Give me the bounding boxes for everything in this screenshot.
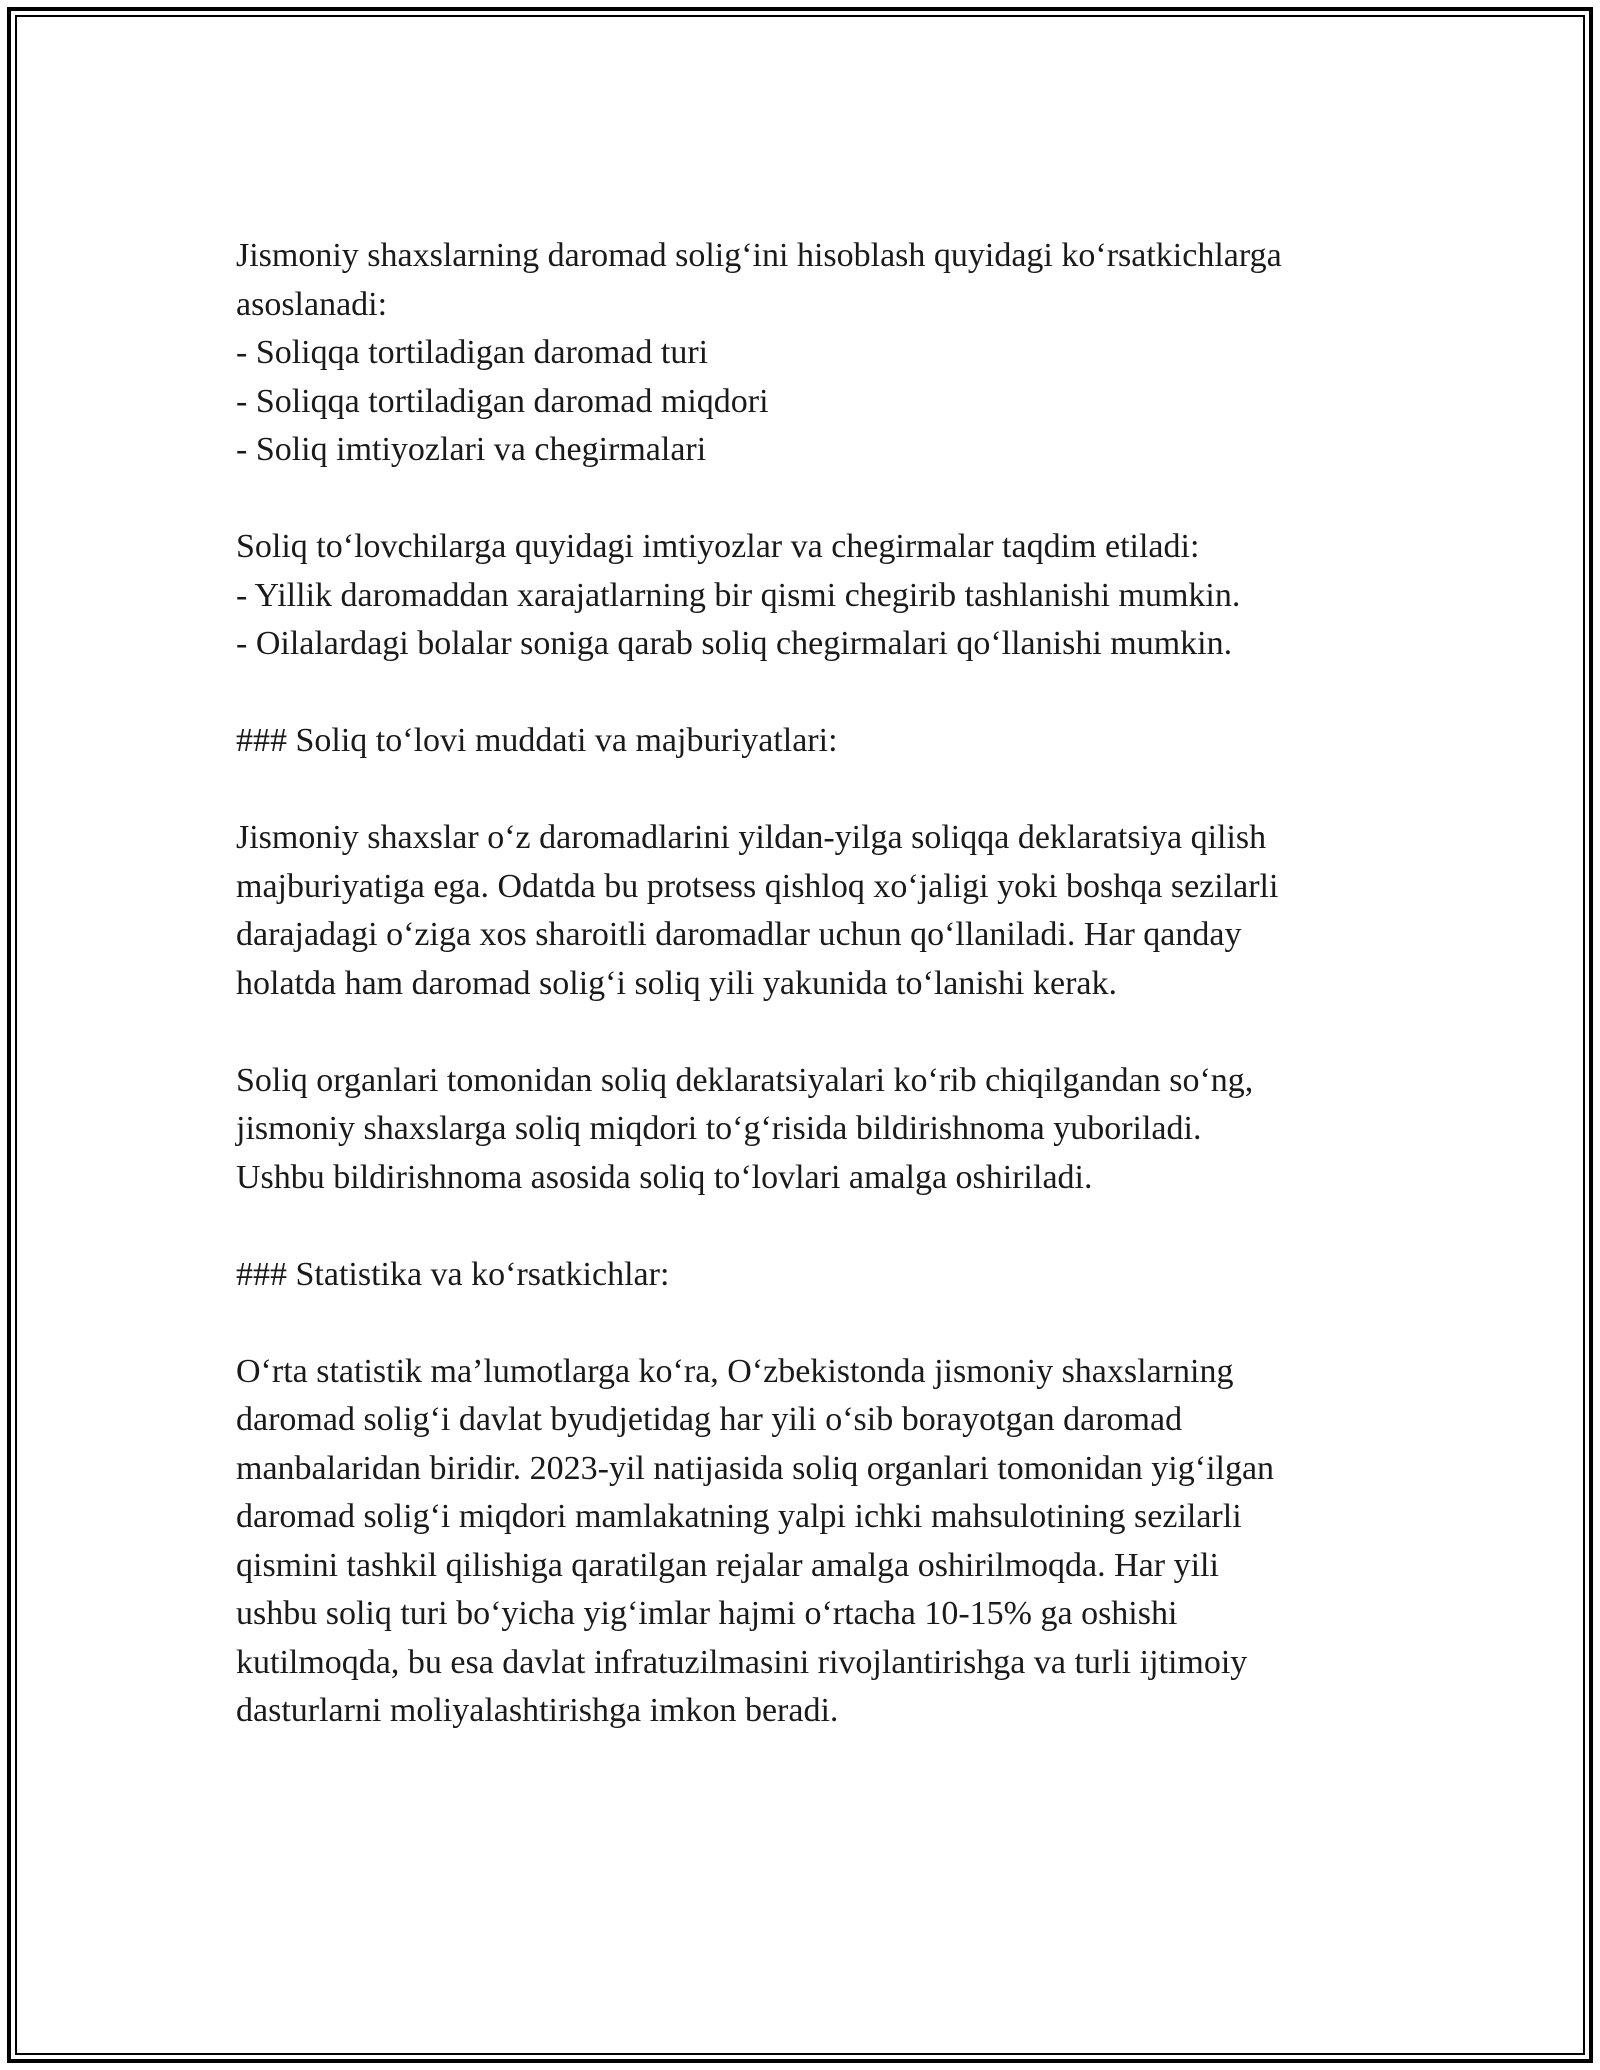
text-line: daromad solig‘i miqdori mamlakatning yalpi ichki mahsulotining sezilarli (236, 1498, 1242, 1535)
blank-line (236, 766, 1376, 815)
text-line: Ushbu bildirishnoma asosida soliq to‘lovlari amalga oshiriladi. (236, 1158, 1093, 1196)
text-line: daromad solig‘i davlat byudjetidag har yili o‘sib borayotgan daromad (236, 1401, 1183, 1438)
text-line: asoslanadi: (236, 285, 388, 323)
text-line: jismoniy shaxslarga soliq miqdori to‘g‘risida bildirishnoma yuboriladi. (236, 1110, 1202, 1147)
text-line: Soliq organlari tomonidan soliq deklaratsiyalari ko‘rib chiqilgandan so‘ng, (236, 1061, 1254, 1099)
text-line: kutilmoqda, bu esa davlat infratuzilmasini rivojlantirishga va turli ijtimoiy (236, 1643, 1248, 1681)
text-line: ushbu soliq turi bo‘yicha yig‘imlar hajmi o‘rtacha 10-15% ga oshishi (236, 1595, 1178, 1632)
blank-line (236, 475, 1376, 524)
text-line: O‘rta statistik ma’lumotlarga ko‘ra, O‘zbekistonda jismoniy shaxslarning (236, 1352, 1234, 1390)
list-item: - Soliqqa tortiladigan daromad miqdori (236, 382, 769, 420)
text-line: Jismoniy shaxslarning daromad solig‘ini hisoblash quyidagi ko‘rsatkichlarga (236, 237, 1282, 274)
list-item: - Yillik daromaddan xarajatlarning bir qismi chegirib tashlanishi mumkin. (236, 576, 1241, 614)
text-line: dasturlarni moliyalashtirishga imkon beradi. (236, 1692, 839, 1729)
blank-line (236, 1299, 1376, 1348)
text-line: Jismoniy shaxslar o‘z daromadlarini yildan-yilga soliqqa deklaratsiya qilish (236, 819, 1267, 856)
blank-line (236, 1008, 1376, 1057)
list-item: - Soliqqa tortiladigan daromad turi (236, 334, 709, 371)
text-line: qismini tashkil qilishiga qaratilgan rejalar amalga oshirilmoqda. Har yili (236, 1546, 1219, 1584)
document-body (236, 232, 1376, 1736)
text-line: Soliq to‘lovchilarga quyidagi imtiyozlar va chegirmalar taqdim etiladi: (236, 528, 1200, 565)
section-heading: ### Statistika va ko‘rsatkichlar: (236, 1255, 670, 1293)
text-line: majburiyatiga ega. Odatda bu protsess qishloq xo‘jaligi yoki boshqa sezilarli (236, 867, 1279, 905)
text-line: holatda ham daromad solig‘i soliq yili yakunida to‘lanishi kerak. (236, 964, 1117, 1002)
section-heading: ### Soliq to‘lovi muddati va majburiyatlari: (236, 722, 838, 759)
list-item: - Oilalardagi bolalar soniga qarab soliq chegirmalari qo‘llanishi mumkin. (236, 625, 1233, 662)
text-line: darajadagi o‘ziga xos sharoitli daromadlar uchun qo‘llaniladi. Har qanday (236, 916, 1242, 953)
blank-line (236, 669, 1376, 718)
text-line: manbalaridan biridir. 2023-yil natijasida soliq organlari tomonidan yig‘ilgan (236, 1449, 1275, 1487)
list-item: - Soliq imtiyozlari va chegirmalari (236, 431, 707, 468)
blank-line (236, 1202, 1376, 1251)
